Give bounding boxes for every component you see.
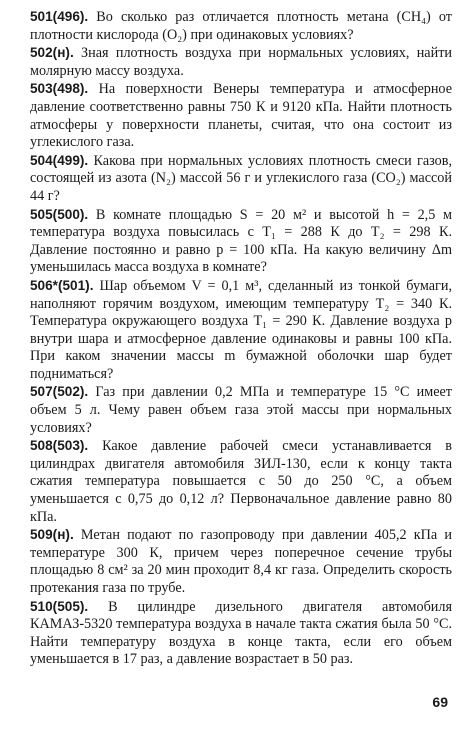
- problem-number: 504(499).: [30, 152, 89, 168]
- problem-number: 510(505).: [30, 598, 89, 614]
- problem-number: 507(502).: [30, 384, 89, 400]
- problems-page: [30, 8, 452, 669]
- problem-506: [30, 277, 452, 384]
- problem-text: Зная плотность воздуха при нормальных условиях, найти молярную массу воздуха.: [30, 45, 452, 79]
- problem-text: В комнате площадью S = 20 м² и высотой h = 2,5 м температура воздуха повысилась с T₁ = 288 К до T₂ = 298 К. Давление постоянно и равно p = 100 кПа. На какую величину Δm уменьшилась масса воздуха в комнате?: [30, 206, 452, 276]
- problem-text: Газ при давлении 0,2 МПа и температуре 15 °С имеет объем 5 л. Чему равен объем газа этой массы при нормальных условиях?: [30, 384, 452, 436]
- problem-508: [30, 437, 452, 526]
- problem-text: Шар объемом V = 0,1 м³, сделанный из тонкой бумаги, наполняют горячим воздухом, имеющим температуру T₂ = 340 К. Температура окружающего воздуха T₁ = 290 К. Давление воздуха p внутри шара и атмосферное давление одинаковы и равны 100 кПа. При каком значении массы m бумажной оболочки шар будет подниматься?: [30, 277, 452, 382]
- problem-text: Во сколько раз отличается плотность метана (CH₄) от плотности кислорода (O₂) при одинаковых условиях?: [30, 9, 452, 43]
- problem-number: 506*(501).: [30, 277, 94, 293]
- problem-number: 502(н).: [30, 45, 74, 61]
- problem-text: Какое давление рабочей смеси устанавливается в цилиндрах двигателя автомобиля ЗИЛ-130, если к концу такта сжатия температура повышается с 50 до 250 °С, а объем уменьшается с 0,75 до 0,12 л? Первоначальное давление равно 80 кПа.: [30, 438, 452, 525]
- problem-502: [30, 44, 452, 80]
- problem-507: [30, 383, 452, 437]
- problem-504: [30, 152, 452, 206]
- problem-text: Метан подают по газопроводу при давлении 405,2 кПа и температуре 300 К, причем через поперечное сечение трубы площадью 8 см² за 20 мин проходит 8,4 кг газа. Определить скорость протекания газа по трубе.: [30, 527, 452, 596]
- problem-number: 509(н).: [30, 527, 74, 543]
- problem-503: [30, 80, 452, 151]
- problem-text: На поверхности Венеры температура и атмосферное давление соответственно равны 750 К и 9120 кПа. Найти плотность атмосферы у поверхности планеты, считая, что она состоит из углекислого газа.: [30, 81, 452, 151]
- problem-text: Какова при нормальных условиях плотность смеси газов, состоящей из азота (N₂) массой 56 г и углекислого газа (CO₂) массой 44 г?: [30, 152, 452, 204]
- problem-501: [30, 8, 452, 44]
- problem-510: [30, 598, 452, 669]
- problem-number: 503(498).: [30, 81, 89, 97]
- problem-505: [30, 206, 452, 277]
- page-number: 69: [432, 694, 448, 710]
- problem-number: 501(496).: [30, 9, 89, 24]
- problem-number: 508(503).: [30, 438, 89, 454]
- problem-text: В цилиндре дизельного двигателя автомобиля КАМАЗ-5320 температура воздуха в начале такта сжатия была 50 °С. Найти температуру воздуха в конце такта, если его объем уменьшается в 17 раз, а давление возрастает в 50 раз.: [30, 598, 452, 668]
- problem-number: 505(500).: [30, 206, 89, 222]
- problem-509: [30, 526, 452, 597]
